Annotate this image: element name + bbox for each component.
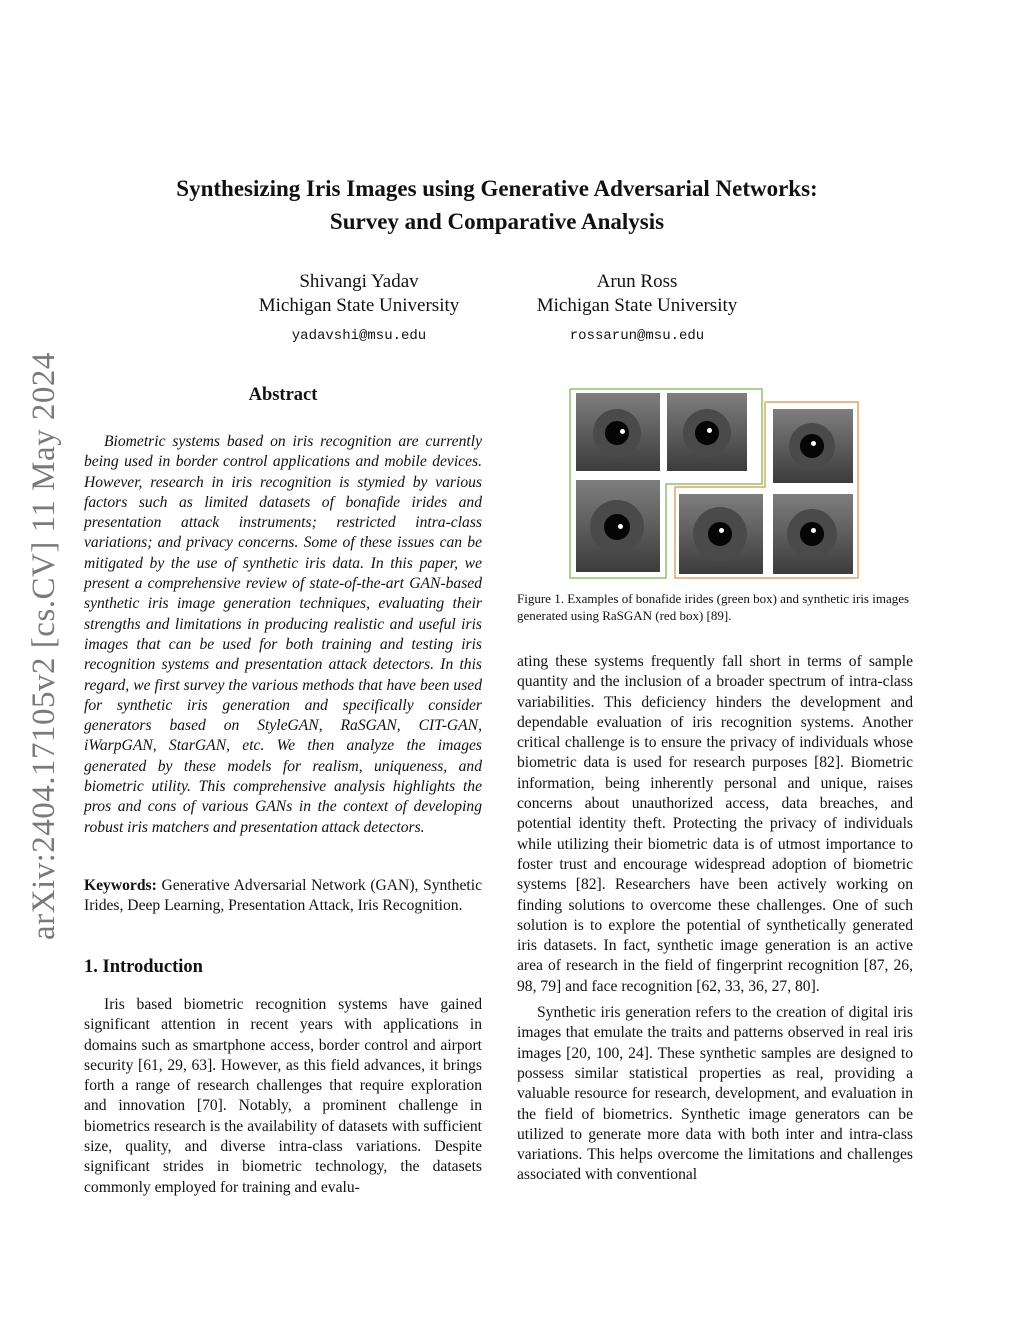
author-1-name: Shivangi Yadav [299,271,419,292]
bonafide-iris-3 [576,480,660,572]
figure-caption: Figure 1. Examples of bonafide irides (green box) and synthetic iris images generated using RaSGAN (red box) [89]. [517,591,910,623]
keywords [84,876,482,917]
figure-1 [569,388,859,580]
author-1-affiliation: Michigan State University [258,295,460,316]
author-1-email[interactable]: yadavshi@msu.edu [291,328,427,344]
author-2-affiliation: Michigan State University [536,295,738,316]
keywords-label: Keywords: [84,877,157,894]
synthetic-iris-3 [773,494,853,574]
right-column-body [517,652,913,1186]
author-1 [219,270,499,348]
intro-heading: 1. Introduction [84,957,203,977]
author-2-name: Arun Ross [596,271,678,292]
arxiv-identifier: arXiv:2404.17105v2 [cs.CV] 11 May 2024 [26,352,62,940]
bonafide-iris-1 [576,393,660,471]
abstract-body [84,432,482,838]
right-paragraph-1: ating these systems frequently fall short in terms of sample quantity and the inclusion of a broader spectrum of intra-class variabilities. This deficiency hinders the development and dependable evaluation of iris recognition systems. Another critical challenge is to ensure the privacy of individuals whose biometric data is used for research purposes [82]. Biometric information, being inherently personal and unique, raises concerns about unauthorized access, data breaches, and potential identity theft. Protecting the privacy of individuals while utilizing their biometric data is of utmost importance to foster trust and encourage widespread adoption of biometric systems [82]. Researchers have been actively working on finding solutions to overcome these challenges. One of such solution is to explore the potential of synthetically generated iris datasets. In fact, synthetic image generation is an active area of research in the field of fingerprint recognition [87, 26, 98, 79] and face recognition [62, 33, 36, 27, 80]. [517,653,913,995]
abstract-heading: Abstract [248,385,318,405]
right-paragraph-2: Synthetic iris generation refers to the creation of digital iris images that emulate the traits and patterns observed in real iris images [20, 100, 24]. These synthetic samples are designed to possess similar statistical properties as real, providing a valuable resource for research, development, and evaluation in the field of biometrics. Synthetic image generators can be utilized to generate more data with both inter and intra-class variations. This helps overcome the limitations and challenges associated with conventional [517,1004,913,1184]
intro-paragraph: Iris based biometric recognition systems have gained significant attention in recent years with applications in domains such as smartphone access, border control and airport security [61, 29, 63]. However, as this field advances, it brings forth a range of research challenges that require exploration and innovation [70]. Notably, a prominent challenge in biometrics research is the availability of datasets with sufficient size, quality, and diverse intra-class variations. Despite significant strides in biometric technology, the datasets commonly employed for training and evalu- [84,996,482,1196]
abstract-paragraph: Biometric systems based on iris recognition are currently being used in border control applications and mobile devices. However, research in iris recognition is stymied by various factors such as limited datasets of bonafide irides and presentation attack instruments; restricted intra-class variations; and privacy concerns. Some of these issues can be mitigated by the use of synthetic iris data. In this paper, we present a comprehensive review of state-of-the-art GAN-based synthetic iris image generation techniques, evaluating their strengths and limitations in producing realistic and useful iris images that can be used for both training and testing iris recognition systems and presentation attack detectors. In this regard, we first survey the various methods that have been used for synthetic iris generation and specifically consider generators based on StyleGAN, RaSGAN, CIT-GAN, iWarpGAN, StarGAN, etc. We then analyze the images generated by these models for realism, uniqueness, and biometric utility. This comprehensive analysis highlights the pros and cons of various GANs in the context of developing robust iris matchers and presentation attack detectors. [84,433,482,836]
title-line-1: Synthesizing Iris Images using Generative Adversarial Networks: [176,176,818,201]
keywords-text: Generative Adversarial Network (GAN), Synthetic Irides, Deep Learning, Presentation Attack, Iris Recognition. [84,877,482,915]
synthetic-iris-1 [773,409,853,483]
bonafide-iris-2 [667,393,747,471]
title-line-2: Survey and Comparative Analysis [329,209,665,234]
author-2-email[interactable]: rossarun@msu.edu [569,328,705,344]
paper-title [100,172,894,238]
synthetic-iris-2 [679,494,763,574]
intro-body [84,995,482,1198]
author-2 [497,270,777,348]
